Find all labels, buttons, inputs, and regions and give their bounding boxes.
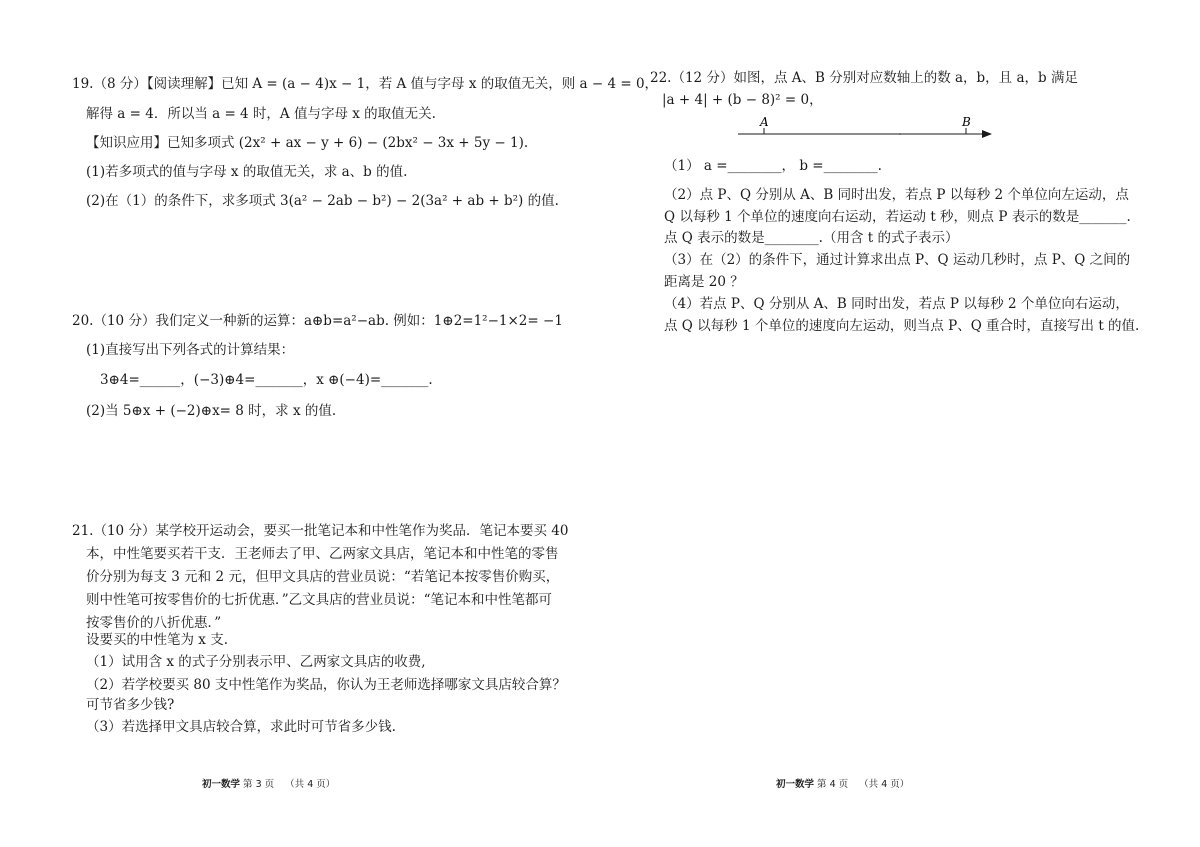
q21-line-1: 21.（10 分）某学校开运动会，要买一批笔记本和中性笔作为奖品．笔记本要买 40 (72, 523, 569, 539)
q22-part-2-line-2: Q 以每秒 1 个单位的速度向右运动，若运动 t 秒，则点 P 表示的数是_______. (664, 209, 1131, 225)
q21-line-2: 本，中性笔要买若干支．王老师去了甲、乙两家文具店，笔记本和中性笔的零售 (86, 546, 559, 562)
q20-line-2: (1)直接写出下列各式的计算结果： (86, 342, 295, 358)
axis-arrowhead (982, 130, 992, 138)
footer-page-number: 第 4 页 (817, 779, 849, 790)
q19-line-5: (2)在（1）的条件下，求多项式 3(a² − 2ab − b²) − 2(3a² + ab + b²) 的值. (86, 193, 559, 209)
q21-line-8: （2）若学校要买 80 支中性笔作为奖品，你认为王老师选择哪家文具店较合算？ (86, 677, 566, 693)
q21-line-5: 按零售价的八折优惠．” (86, 615, 222, 631)
footer-total-pages: （共 4 页） (859, 779, 910, 790)
q20-line-4: (2)当 5⊕x + (−2)⊕x= 8 时，求 x 的值. (86, 403, 337, 419)
q22-part-2-line-1: （2）点 P、Q 分别从 A、B 同时出发，若点 P 以每秒 2 个单位向左运动，点 (664, 187, 1129, 203)
q21-line-3: 价分别为每支 3 元和 2 元，但甲文具店的营业员说：“若笔记本按零售价购买， (86, 569, 560, 585)
q21-line-10: （3）若选择甲文具店较合算，求此时可节省多少钱. (86, 719, 396, 735)
q22-part-3-line-1: （3）在（2）的条件下，通过计算求出点 P、Q 运动几秒时，点 P、Q 之间的 (664, 252, 1131, 268)
footer-subject: 初一数学 (776, 779, 815, 790)
page-footer-left (202, 776, 335, 790)
point-a-label: A (760, 115, 769, 129)
q22-part-1: （1） a =________， b =________. (664, 158, 882, 174)
q20-line-3: 3⊕4=______，(−3)⊕4=_______，x ⊕(−4)=_______. (100, 372, 433, 388)
q22-part-2-line-3: 点 Q 表示的数是________.（用含 t 的式子表示） (664, 230, 959, 246)
q20-line-1: 20.（10 分）我们定义一种新的运算：a⊕b=a²−ab. 例如：1⊕2=1²−1×2= −1 (72, 313, 563, 329)
point-b-label: B (962, 115, 971, 129)
q19-line-3: 【知识应用】已知多项式 (2x² + ax − y + 6) − (2bx² − 3x + 5y − 1). (86, 135, 529, 151)
q22-part-3-line-2: 距离是 20 ？ (664, 274, 744, 290)
footer-subject: 初一数学 (202, 779, 241, 790)
q22-part-4-line-2: 点 Q 以每秒 1 个单位的速度向左运动，则当点 P、Q 重合时，直接写出 t 的值. (664, 318, 1140, 334)
q19-line-2: 解得 a = 4．所以当 a = 4 时，A 值与字母 x 的取值无关. (86, 106, 436, 122)
page-footer-right (776, 776, 909, 790)
number-line-figure (738, 114, 1000, 144)
q21-line-6: 设要买的中性笔为 x 支. (86, 632, 228, 648)
q19-line-1: 19.（8 分）【阅读理解】已知 A = (a − 4)x − 1，若 A 值与字母 x 的取值无关，则 a − 4 = 0， (72, 76, 659, 92)
q21-line-4: 则中性笔可按零售价的七折优惠．”乙文具店的营业员说：“笔记本和中性笔都可 (86, 592, 553, 608)
q21-line-9: 可节省多少钱? (86, 697, 175, 713)
q22-condition: |a + 4| + (b − 8)² = 0， (662, 92, 823, 108)
footer-total-pages: （共 4 页） (285, 779, 336, 790)
footer-page-number: 第 3 页 (243, 779, 275, 790)
origin-dot (899, 133, 901, 135)
q19-line-4: (1)若多项式的值与字母 x 的取值无关，求 a、b 的值. (86, 164, 408, 180)
q22-line-1: 22.（12 分）如图，点 A、B 分别对应数轴上的数 a，b，且 a，b 满足 (650, 70, 1078, 86)
q21-line-7: （1）试用含 x 的式子分别表示甲、乙两家文具店的收费, (86, 654, 426, 670)
q22-part-4-line-1: （4）若点 P、Q 分别从 A、B 同时出发，若点 P 以每秒 2 个单位向右运动， (664, 296, 1129, 312)
